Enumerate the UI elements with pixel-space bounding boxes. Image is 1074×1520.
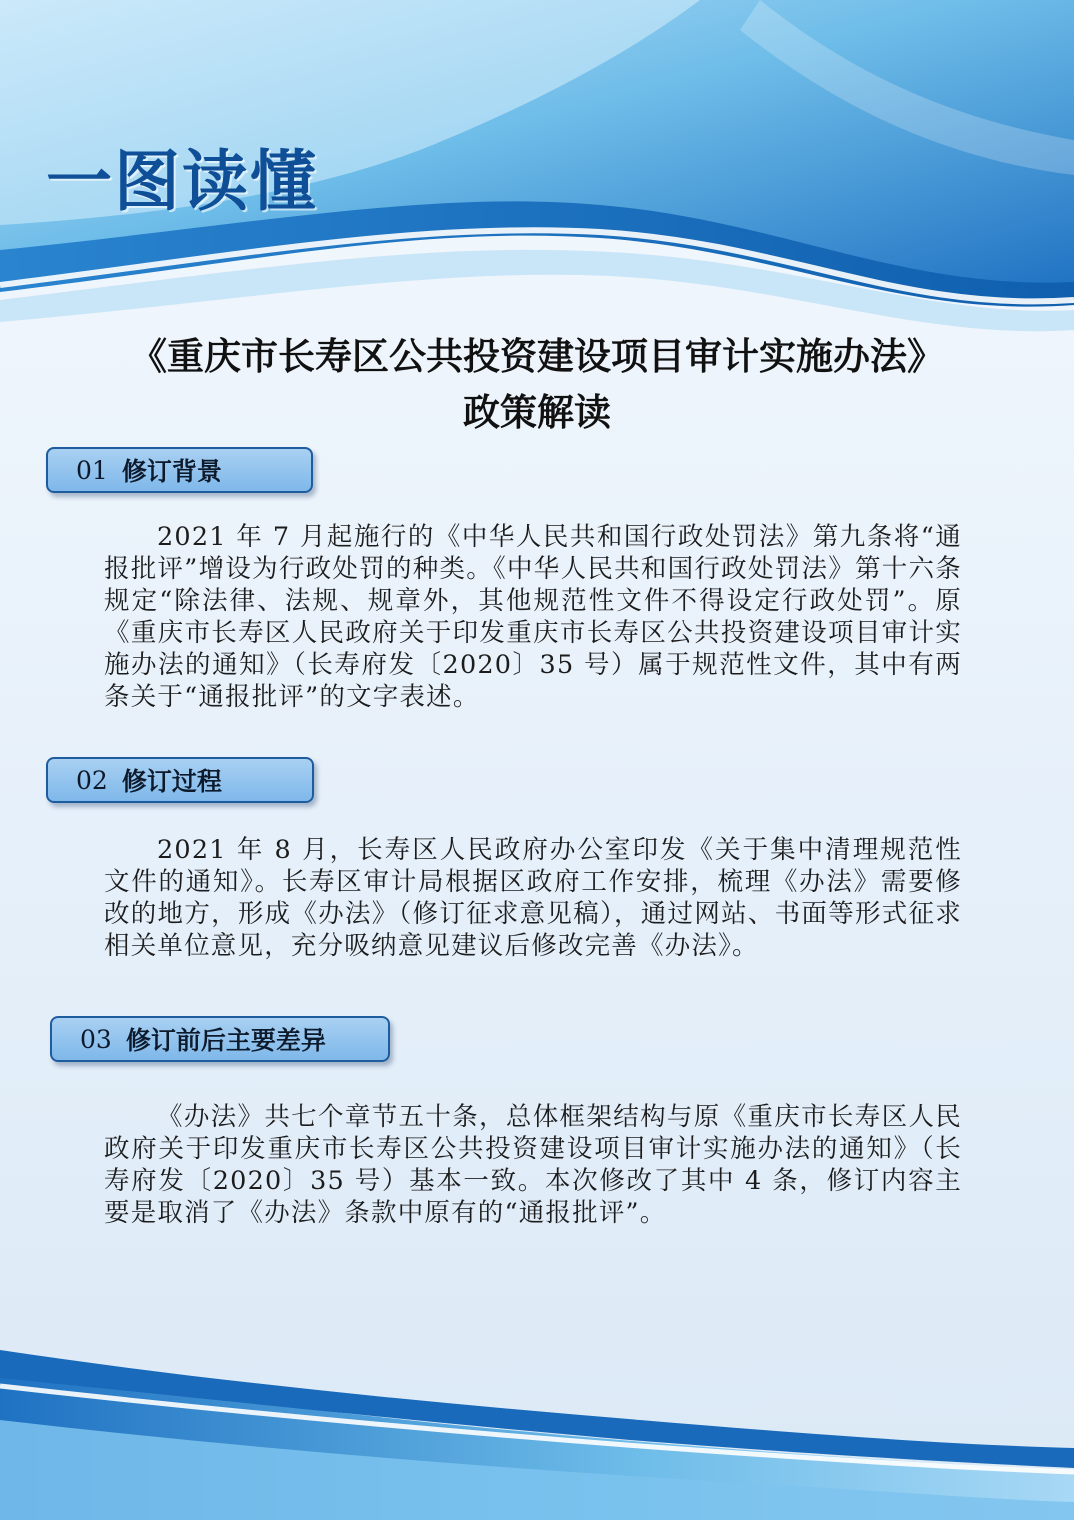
section-body-process: 2021 年 8 月，长寿区人民政府办公室印发《关于集中清理规范性文件的通知》。长寿区审计局根据区政府工作安排，梳理《办法》需要修改的地方，形成《办法》（修订征求意见稿），通过网站、书面等形式征求相关单位意见，充分吸纳意见建议后修改完善《办法》。 xyxy=(104,835,962,961)
document-subtitle: 政策解读 xyxy=(463,391,611,434)
section-tag-differences xyxy=(50,1016,390,1062)
section-number: 03 xyxy=(80,1024,112,1054)
section-tag-background xyxy=(46,447,313,493)
section-tag-process xyxy=(46,757,314,803)
section-body-background: 2021 年 7 月起施行的《中华人民共和国行政处罚法》第九条将“通报批评”增设为行政处罚的种类。《中华人民共和国行政处罚法》第十六条规定“除法律、法规、规章外，其他规范性文件不得设定行政处罚”。原《重庆市长寿区人民政府关于印发重庆市长寿区公共投资建设项目审计实施办法的通知》（长寿府发〔2020〕35 号）属于规范性文件，其中有两条关于“通报批评”的文字表述。 xyxy=(104,522,962,712)
banner-title: 一图读懂 xyxy=(46,143,318,220)
document-title: 《重庆市长寿区公共投资建设项目审计实施办法》 xyxy=(130,335,944,378)
section-label: 修订背景 xyxy=(121,457,222,486)
section-body-differences: 《办法》共七个章节五十条，总体框架结构与原《重庆市长寿区人民政府关于印发重庆市长寿区公共投资建设项目审计实施办法的通知》（长寿府发〔2020〕35 号）基本一致。本次修改了其中 4 条，修订内容主要是取消了《办法》条款中原有的“通报批评”。 xyxy=(104,1102,962,1228)
section-label: 修订前后主要差异 xyxy=(125,1026,326,1055)
section-label: 修订过程 xyxy=(121,767,222,796)
section-number: 01 xyxy=(76,455,108,485)
section-number: 02 xyxy=(76,765,108,795)
